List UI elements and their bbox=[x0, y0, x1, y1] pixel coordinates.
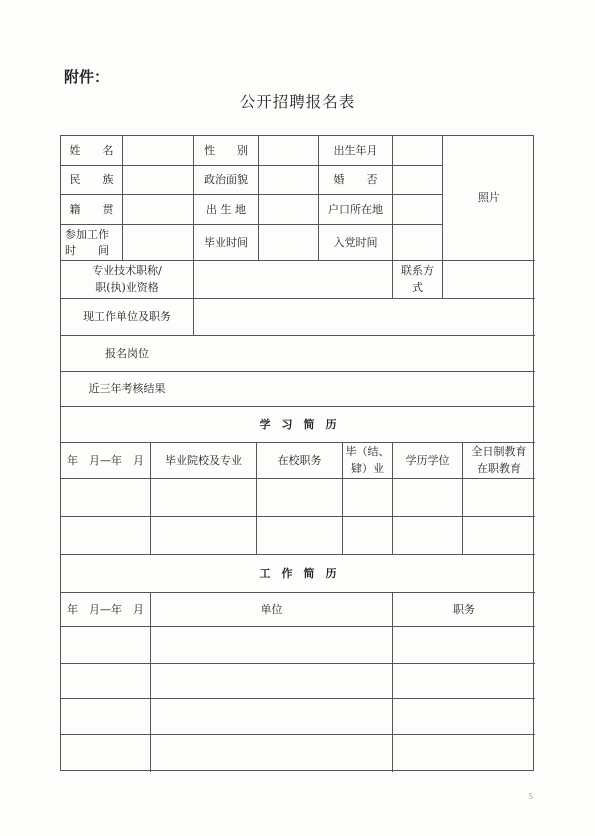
input-assessment[interactable] bbox=[194, 372, 535, 406]
work-row[interactable] bbox=[61, 735, 535, 771]
work-col-period: 年 月—年 月 bbox=[67, 602, 144, 616]
input-hukou[interactable] bbox=[393, 195, 442, 224]
photo-box[interactable]: 照片 bbox=[478, 191, 500, 205]
input-current-unit[interactable] bbox=[194, 299, 535, 335]
label-work-start: 参加工作 时 间 bbox=[65, 228, 109, 257]
input-contact[interactable] bbox=[443, 261, 535, 298]
work-row[interactable] bbox=[61, 699, 535, 734]
label-political: 政治面貌 bbox=[204, 173, 248, 187]
label-position: 报名岗位 bbox=[105, 346, 149, 360]
registration-form-table bbox=[60, 135, 534, 771]
input-work-start[interactable] bbox=[123, 225, 193, 260]
label-title-qualification: 专业技术职称/ 职(执)业资格 bbox=[92, 264, 162, 294]
input-name[interactable] bbox=[123, 136, 193, 165]
label-birth: 出生年月 bbox=[333, 143, 378, 157]
input-graduation[interactable] bbox=[259, 225, 318, 260]
work-section-title: 工 作 简 历 bbox=[259, 566, 337, 580]
label-hukou: 户口所在地 bbox=[328, 202, 383, 216]
label-birthplace: 出 生 地 bbox=[206, 202, 246, 216]
input-position[interactable] bbox=[194, 336, 535, 371]
input-marital[interactable] bbox=[393, 166, 442, 194]
label-gender: 性 别 bbox=[204, 143, 248, 157]
label-contact: 联系方 式 bbox=[401, 264, 434, 294]
education-section-title: 学 习 简 历 bbox=[259, 417, 337, 431]
input-native-place[interactable] bbox=[123, 195, 193, 224]
label-native-place: 籍 贯 bbox=[69, 202, 114, 216]
work-row[interactable] bbox=[61, 664, 535, 698]
education-row[interactable] bbox=[61, 517, 535, 554]
form-title: 公开招聘报名表 bbox=[239, 93, 356, 111]
work-col-unit: 单位 bbox=[260, 602, 283, 616]
work-col-duty: 职务 bbox=[453, 602, 475, 616]
label-party-join: 入党时间 bbox=[333, 235, 378, 249]
label-name: 姓 名 bbox=[69, 143, 114, 157]
label-current-unit: 现工作单位及职务 bbox=[83, 310, 171, 324]
input-birthplace[interactable] bbox=[259, 195, 318, 224]
edu-col-study-mode: 全日制教育 在职教育 bbox=[471, 445, 527, 475]
page-number: 5 bbox=[528, 792, 534, 801]
label-marital: 婚 否 bbox=[333, 173, 378, 187]
attachment-label: 附件： bbox=[64, 68, 110, 86]
input-party-join[interactable] bbox=[393, 225, 442, 260]
label-graduation: 毕业时间 bbox=[204, 235, 248, 249]
edu-col-period: 年 月—年 月 bbox=[67, 453, 144, 467]
work-row[interactable] bbox=[61, 627, 535, 663]
edu-col-school-major: 毕业院校及专业 bbox=[165, 453, 242, 467]
edu-col-school-role: 在校职务 bbox=[277, 453, 322, 467]
input-birth[interactable] bbox=[393, 136, 442, 165]
education-row[interactable] bbox=[61, 479, 535, 516]
input-political[interactable] bbox=[259, 166, 318, 194]
input-gender[interactable] bbox=[259, 136, 318, 165]
edu-col-graduation-status: 毕（结、 肄）业 bbox=[345, 445, 390, 475]
edu-col-degree: 学历学位 bbox=[405, 453, 450, 467]
input-ethnicity[interactable] bbox=[123, 166, 193, 194]
label-ethnicity: 民 族 bbox=[69, 173, 114, 187]
input-title-qualification[interactable] bbox=[194, 261, 392, 298]
label-assessment: 近三年考核结果 bbox=[88, 382, 166, 396]
